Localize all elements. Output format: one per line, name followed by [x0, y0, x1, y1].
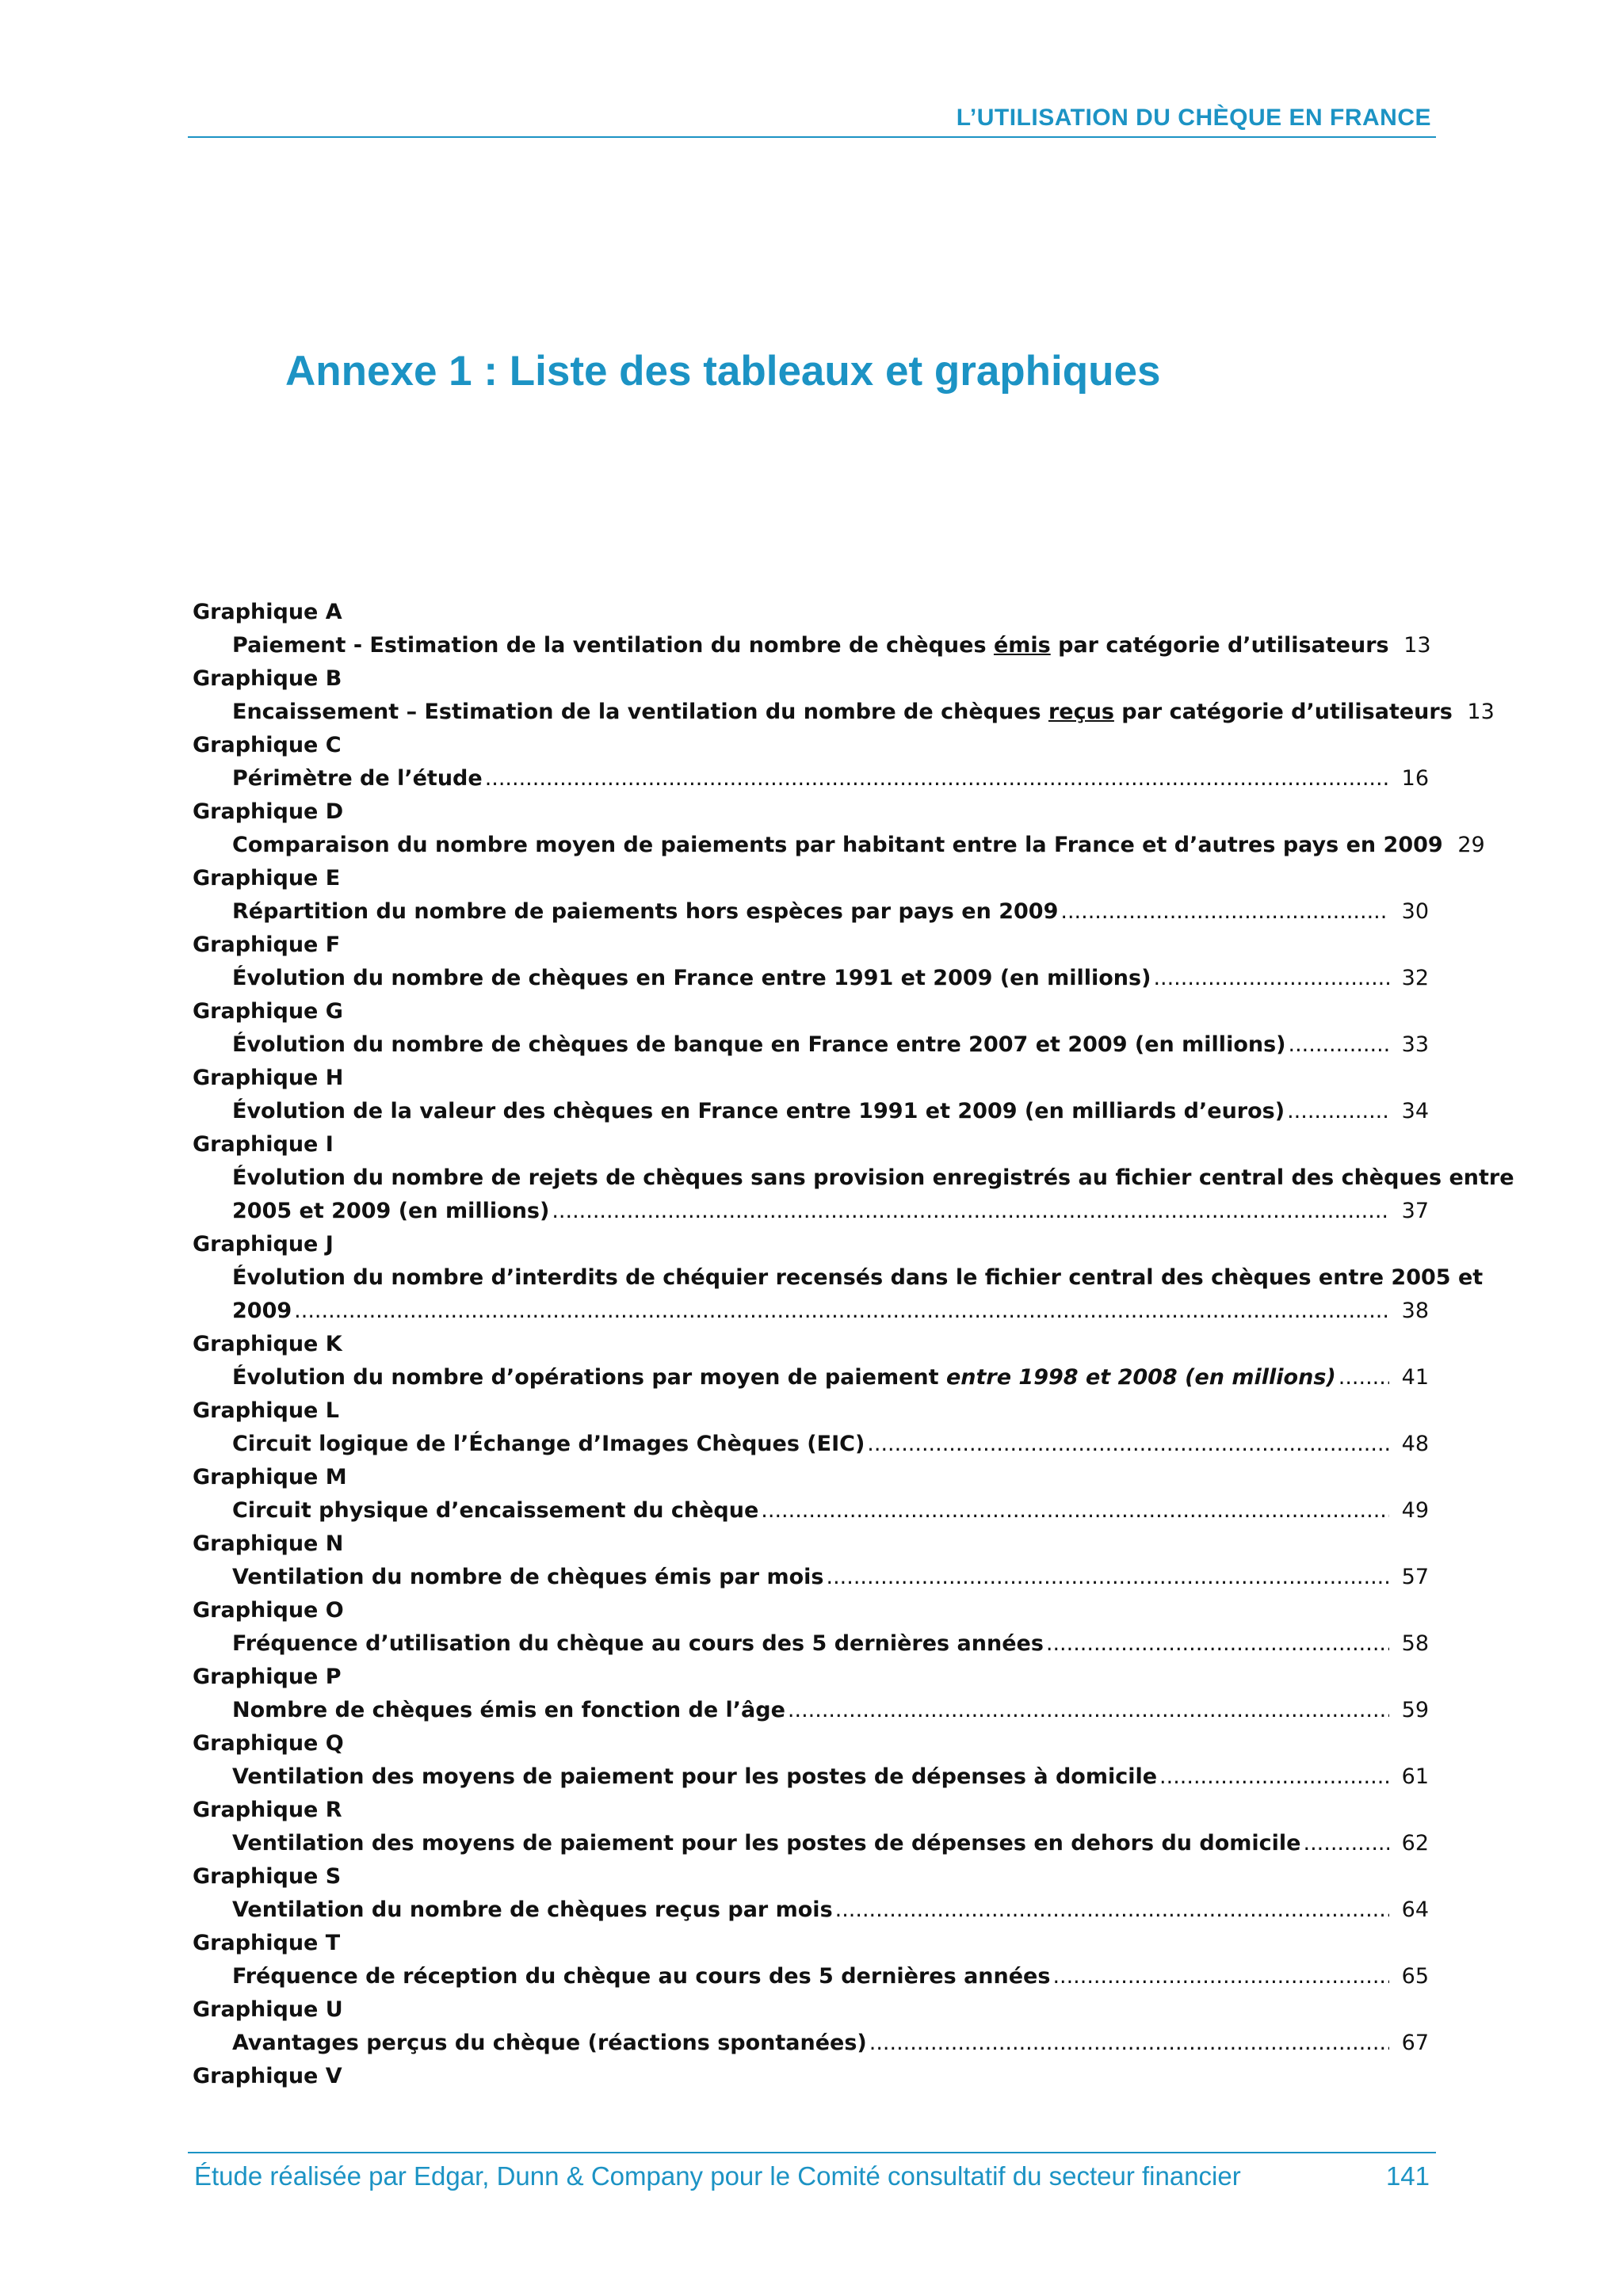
toc-page-number: 33 [1401, 1032, 1429, 1057]
toc-label: Graphique C [193, 733, 342, 757]
toc-label: Graphique F [193, 933, 341, 957]
toc-title-line[interactable]: Évolution du nombre de rejets de chèques sans provision enregistrés au fichier central des chèques entre [232, 1165, 1514, 1190]
toc-line[interactable] [193, 1561, 1429, 1594]
toc-label: Graphique G [193, 999, 343, 1024]
toc-entry-d [193, 795, 1485, 862]
underlined-word: émis [993, 633, 1051, 658]
toc-line[interactable] [193, 1827, 1429, 1860]
toc-title: Ventilation du nombre de chèques reçus par mois [232, 1897, 833, 1922]
toc-title: Périmètre de l’étude [232, 766, 483, 791]
dot-leader [1289, 1028, 1390, 1062]
dot-leader [1052, 1960, 1389, 1993]
toc-line[interactable] [193, 629, 1429, 662]
page-footer [188, 2152, 1436, 2193]
toc-line[interactable] [193, 1361, 1429, 1394]
toc-page-number: 34 [1401, 1099, 1429, 1123]
toc-entry-j [193, 1228, 1484, 1328]
toc-entry-q [193, 1727, 1429, 1794]
dot-leader [1159, 1760, 1389, 1794]
dot-leader [1153, 962, 1389, 995]
toc-page-number: 13 [1467, 700, 1495, 724]
toc-line[interactable] [193, 1095, 1429, 1128]
toc-entry-i [193, 1128, 1514, 1228]
toc-label: Graphique A [193, 600, 342, 624]
toc-page-number: 62 [1401, 1831, 1429, 1855]
toc-line[interactable] [193, 1694, 1429, 1727]
toc-page-number: 58 [1401, 1631, 1429, 1656]
table-of-figures [193, 596, 1514, 2093]
toc-title: 2009 [232, 1299, 292, 1323]
toc-label: Graphique O [193, 1598, 344, 1623]
dot-leader [1304, 1827, 1390, 1860]
toc-title: 2005 et 2009 (en millions) [232, 1199, 550, 1223]
toc-title: Ventilation des moyens de paiement pour les postes de dépenses à domicile [232, 1764, 1158, 1789]
toc-entry-m [193, 1461, 1429, 1527]
toc-entry-g [193, 995, 1429, 1062]
toc-line[interactable] [193, 1195, 1429, 1228]
toc-line[interactable] [193, 962, 1429, 995]
dot-leader [788, 1694, 1389, 1727]
toc-entry-h [193, 1062, 1429, 1128]
underlined-word: reçus [1048, 700, 1114, 724]
toc-title: Ventilation des moyens de paiement pour les postes de dépenses en dehors du domicile [232, 1831, 1301, 1855]
toc-line[interactable] [193, 762, 1429, 795]
footer-page-number: 141 [1385, 2161, 1430, 2191]
dot-leader [485, 762, 1389, 795]
toc-label: Graphique H [193, 1066, 344, 1090]
toc-line[interactable] [193, 1894, 1429, 1927]
toc-entry-p [193, 1661, 1429, 1727]
toc-line[interactable] [193, 696, 1495, 729]
toc-label: Graphique S [193, 1864, 342, 1889]
toc-page-number: 49 [1401, 1498, 1429, 1523]
toc-label: Graphique L [193, 1398, 339, 1423]
header-title: L’UTILISATION DU CHÈQUE EN FRANCE [956, 105, 1431, 131]
dot-leader [552, 1195, 1389, 1228]
toc-page-number: 32 [1401, 966, 1429, 990]
footer-text: Étude réalisée par Edgar, Dunn & Company pour le Comité consultatif du secteur financier [194, 2161, 1241, 2191]
toc-line[interactable] [193, 1960, 1429, 1993]
toc-line[interactable] [193, 1295, 1429, 1328]
toc-page-number: 37 [1401, 1199, 1429, 1223]
toc-page-number: 29 [1457, 833, 1485, 857]
toc-label: Graphique V [193, 2064, 342, 2088]
toc-entry-e [193, 862, 1429, 929]
toc-title: Évolution du nombre d’opérations par moyen de paiement entre 1998 et 2008 (en millions) [232, 1365, 1336, 1390]
toc-page-number: 13 [1403, 633, 1431, 658]
toc-line[interactable] [193, 1760, 1429, 1794]
toc-title: Fréquence de réception du chèque au cours des 5 dernières années [232, 1964, 1051, 1989]
dot-leader [835, 1894, 1389, 1927]
toc-label: Graphique P [193, 1665, 342, 1689]
toc-page-number: 67 [1401, 2031, 1429, 2055]
toc-page-number: 64 [1401, 1897, 1429, 1922]
toc-label: Graphique J [193, 1232, 334, 1257]
toc-title: Circuit logique de l’Échange d’Images Chèques (EIC) [232, 1432, 865, 1456]
toc-page-number: 57 [1401, 1565, 1429, 1589]
toc-title: Circuit physique d’encaissement du chèque [232, 1498, 759, 1523]
toc-line[interactable] [193, 1028, 1429, 1062]
toc-entry-c [193, 729, 1429, 795]
toc-title: Fréquence d’utilisation du chèque au cours des 5 dernières années [232, 1631, 1044, 1656]
dot-leader [761, 1494, 1389, 1527]
dot-leader [867, 1428, 1389, 1461]
toc-page-number: 61 [1401, 1764, 1429, 1789]
toc-entry-f [193, 929, 1429, 995]
toc-label: Graphique D [193, 799, 344, 824]
dot-leader [1060, 895, 1389, 929]
toc-line[interactable] [193, 1428, 1429, 1461]
toc-title: Répartition du nombre de paiements hors espèces par pays en 2009 [232, 899, 1059, 924]
toc-entry-l [193, 1394, 1429, 1461]
toc-label: Graphique M [193, 1465, 347, 1489]
toc-title: Comparaison du nombre moyen de paiements par habitant entre la France et d’autres pays en 2009 [232, 833, 1443, 857]
dot-leader [869, 2027, 1389, 2060]
toc-entry-r [193, 1794, 1429, 1860]
toc-label: Graphique E [193, 866, 341, 891]
dot-leader [1287, 1095, 1389, 1128]
toc-title: Évolution du nombre de chèques de banque en France entre 2007 et 2009 (en millions) [232, 1032, 1286, 1057]
toc-entry-a [193, 596, 1429, 662]
toc-line[interactable] [193, 895, 1429, 929]
page-header [188, 101, 1436, 138]
toc-label: Graphique I [193, 1132, 334, 1157]
toc-entry-b [193, 662, 1495, 729]
toc-line[interactable] [193, 2027, 1429, 2060]
toc-label: Graphique T [193, 1931, 341, 1955]
toc-page-number: 65 [1401, 1964, 1429, 1989]
italic-text: entre 1998 et 2008 (en millions) [945, 1365, 1336, 1390]
toc-title: Encaissement – Estimation de la ventilation du nombre de chèques reçus par catégorie d’utilisateurs [232, 700, 1453, 724]
toc-entry-n [193, 1527, 1429, 1594]
toc-entry-v [193, 2060, 1429, 2093]
toc-entry-t [193, 1927, 1429, 1993]
toc-entry-u [193, 1993, 1429, 2060]
dot-leader [826, 1561, 1389, 1594]
toc-page-number: 38 [1401, 1299, 1429, 1323]
toc-entry-o [193, 1594, 1429, 1661]
dot-leader [1046, 1627, 1389, 1661]
toc-title: Évolution de la valeur des chèques en France entre 1991 et 2009 (en milliards d’euros) [232, 1099, 1285, 1123]
toc-line[interactable] [193, 1494, 1429, 1527]
toc-line[interactable] [193, 1627, 1429, 1661]
page-title: Annexe 1 : Liste des tableaux et graphiques [285, 348, 1161, 395]
toc-line[interactable] [193, 829, 1485, 862]
toc-label: Graphique Q [193, 1731, 344, 1756]
toc-label: Graphique K [193, 1332, 342, 1356]
toc-page-number: 59 [1401, 1698, 1429, 1722]
toc-label: Graphique N [193, 1531, 344, 1556]
toc-title: Paiement - Estimation de la ventilation du nombre de chèques émis par catégorie d’utilisateurs [232, 633, 1389, 658]
toc-page-number: 16 [1401, 766, 1429, 791]
toc-title-line[interactable]: Évolution du nombre d’interdits de chéquier recensés dans le fichier central des chèques entre 2005 et [232, 1265, 1484, 1290]
toc-page-number: 48 [1401, 1432, 1429, 1456]
toc-title: Ventilation du nombre de chèques émis par mois [232, 1565, 824, 1589]
toc-page-number: 41 [1401, 1365, 1429, 1390]
toc-title: Avantages perçus du chèque (réactions spontanées) [232, 2031, 867, 2055]
toc-entry-k [193, 1328, 1429, 1394]
toc-label: Graphique R [193, 1798, 342, 1822]
toc-title: Nombre de chèques émis en fonction de l’âge [232, 1698, 785, 1722]
toc-page-number: 30 [1401, 899, 1429, 924]
toc-label: Graphique B [193, 666, 342, 691]
toc-entry-s [193, 1860, 1429, 1927]
toc-label: Graphique U [193, 1997, 343, 2022]
dot-leader [294, 1295, 1389, 1328]
toc-title: Évolution du nombre de chèques en France entre 1991 et 2009 (en millions) [232, 966, 1151, 990]
dot-leader [1338, 1361, 1389, 1394]
